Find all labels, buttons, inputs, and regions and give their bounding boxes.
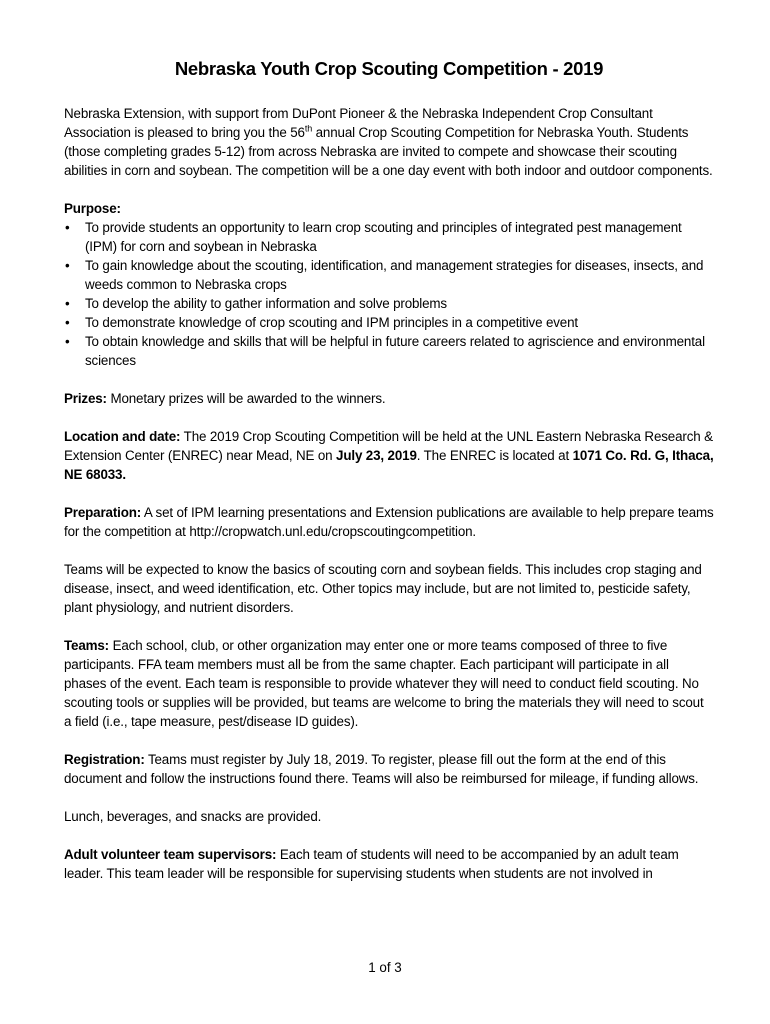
- location-date: July 23, 2019: [336, 448, 417, 463]
- purpose-item: • To obtain knowledge and skills that will be helpful in future careers related to agriscience and environmental sciences: [85, 332, 714, 370]
- document-body: [64, 56, 714, 902]
- page-title: Nebraska Youth Crop Scouting Competition - 2019: [174, 58, 604, 79]
- prizes-text: Monetary prizes will be awarded to the winners.: [106, 391, 386, 406]
- purpose-item: • To develop the ability to gather information and solve problems: [85, 294, 714, 313]
- intro-paragraph: [64, 104, 714, 180]
- location-text: The 2019 Crop Scouting Competition will be held at the UNL Eastern Nebraska Research & Extension Center (ENREC) near Mead, NE on: [64, 429, 713, 463]
- lunch-paragraph: Lunch, beverages, and snacks are provided.: [64, 809, 322, 824]
- basics-paragraph: Teams will be expected to know the basics of scouting corn and soybean fields. This includes crop staging and disease, insect, and weed identification, etc. Other topics may include, but are not limited to, pesticide safety, plant physiology, and nutrient disorders.: [64, 562, 702, 615]
- intro-superscript: th: [304, 123, 313, 134]
- prizes-label: Prizes:: [64, 391, 107, 406]
- registration-text: Teams must register by July 18, 2019. To register, please fill out the form at the end of this document and follow the instructions found there. Teams will also be reimbursed for mileage, if funding allows.: [64, 752, 699, 786]
- purpose-item: • To provide students an opportunity to learn crop scouting and principles of integrated pest management (IPM) for corn and soybean in Nebraska: [85, 218, 714, 256]
- purpose-heading: Purpose:: [64, 201, 121, 216]
- location-address: 1071 Co. Rd. G, Ithaca, NE 68033.: [64, 448, 714, 482]
- page-number: 1 of 3: [368, 960, 402, 975]
- supervisors-label: Adult volunteer team supervisors:: [64, 847, 277, 862]
- purpose-item: • To demonstrate knowledge of crop scouting and IPM principles in a competitive event: [85, 313, 714, 332]
- registration-paragraph: [64, 750, 714, 788]
- supervisors-paragraph: [64, 845, 714, 883]
- purpose-item: • To gain knowledge about the scouting, identification, and management strategies for diseases, insects, and weeds common to Nebraska crops: [85, 256, 714, 294]
- supervisors-text: Each team of students will need to be accompanied by an adult team leader. This team leader will be responsible for supervising students when students are not involved in: [64, 847, 679, 881]
- prizes-paragraph: [64, 389, 714, 408]
- location-label: Location and date:: [64, 429, 181, 444]
- intro-text-part1: Nebraska Extension, with support from DuPont Pioneer & the Nebraska Independent Crop Consultant Association is pleased to bring you the 56: [64, 106, 653, 140]
- location-paragraph: [64, 427, 714, 484]
- location-text-2: . The ENREC is located at: [416, 448, 573, 463]
- preparation-paragraph: [64, 503, 714, 541]
- preparation-text: A set of IPM learning presentations and Extension publications are available to help prepare teams for the competition at http://cropwatch.unl.edu/cropscoutingcompetition.: [64, 505, 714, 539]
- teams-paragraph: [64, 636, 714, 731]
- intro-text-part2: annual Crop Scouting Competition for Nebraska Youth. Students (those completing grades 5-12) from across Nebraska are invited to compete and showcase their scouting abilities in corn and soybean. The competition will be a one day event with both indoor and outdoor components.: [64, 125, 713, 178]
- registration-label: Registration:: [64, 752, 145, 767]
- teams-text: Each school, club, or other organization may enter one or more teams composed of three to five participants. FFA team members must all be from the same chapter. Each participant will participate in all phases of the event. Each team is responsible to provide whatever they will need to conduct field scouting. No scouting tools or supplies will be provided, but teams are welcome to bring the materials they will need to scout a field (i.e., tape measure, pest/disease ID guides).: [64, 638, 704, 729]
- teams-label: Teams:: [64, 638, 109, 653]
- preparation-label: Preparation:: [64, 505, 142, 520]
- purpose-list: [64, 218, 714, 370]
